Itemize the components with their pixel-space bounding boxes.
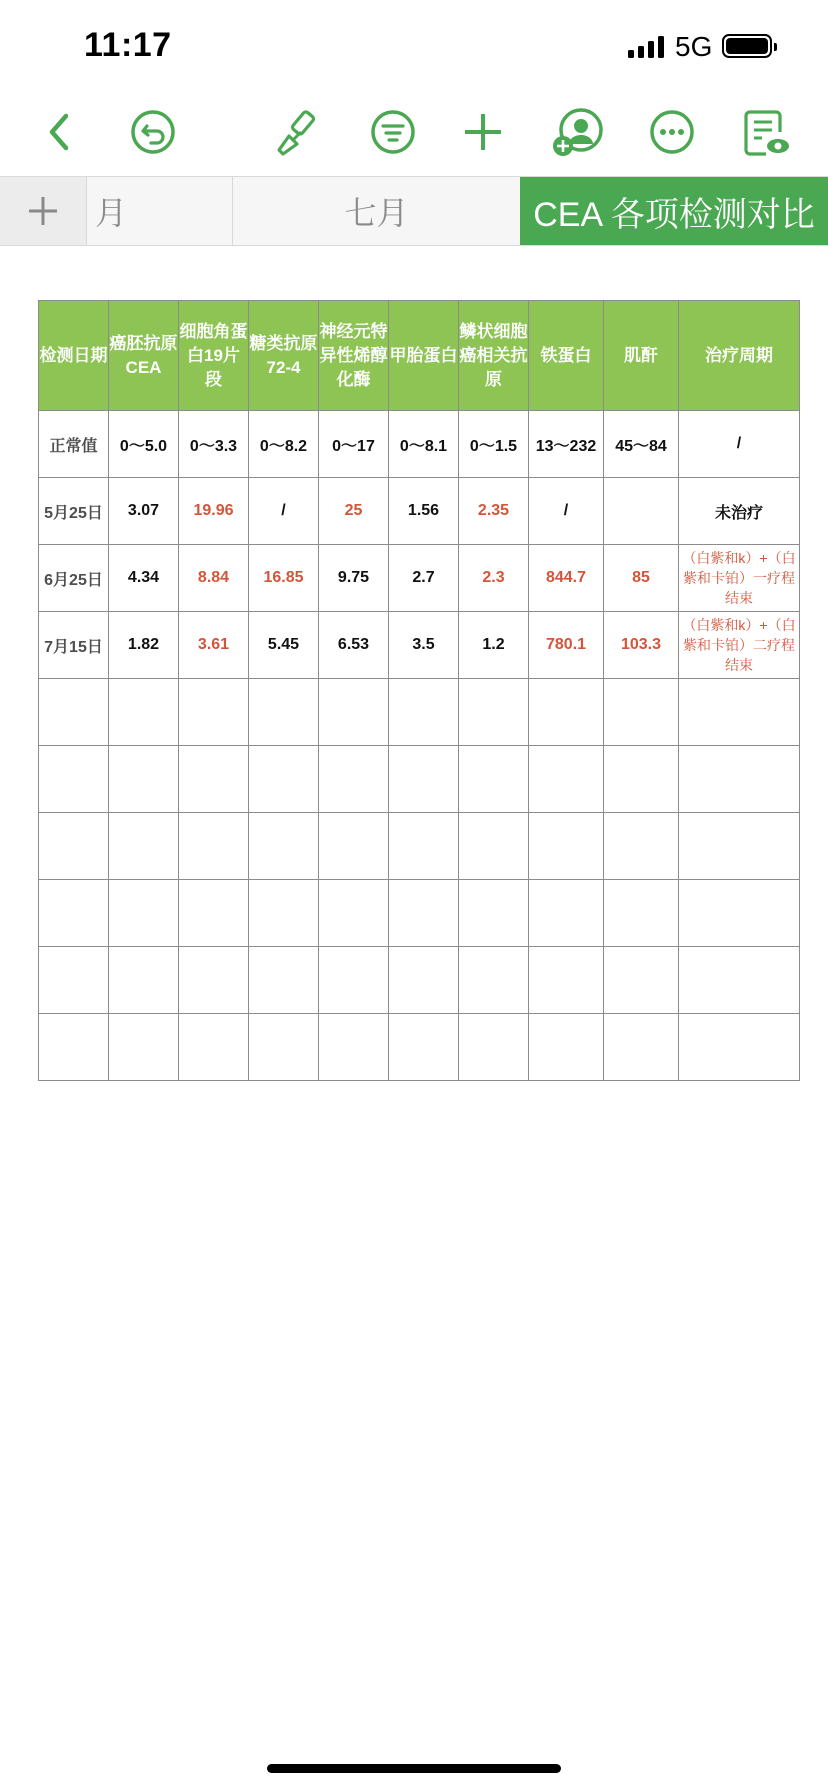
signal-icon — [628, 36, 666, 58]
table-cell[interactable]: 0～3.3 — [179, 411, 249, 478]
table-cell[interactable]: 13～232 — [529, 411, 604, 478]
table-cell[interactable]: 9.75 — [319, 545, 389, 612]
empty-cell[interactable] — [679, 746, 800, 813]
empty-cell[interactable] — [679, 679, 800, 746]
empty-cell[interactable] — [319, 1014, 389, 1081]
battery-icon — [722, 34, 772, 58]
toolbar — [0, 100, 828, 170]
empty-cell[interactable] — [249, 679, 319, 746]
empty-cell[interactable] — [529, 813, 604, 880]
table-cell[interactable]: 8.84 — [179, 545, 249, 612]
spreadsheet-table — [38, 300, 800, 1081]
empty-cell[interactable] — [529, 880, 604, 947]
table-row — [39, 478, 800, 545]
empty-cell[interactable] — [679, 880, 800, 947]
empty-cell[interactable] — [39, 679, 109, 746]
home-indicator[interactable] — [267, 1764, 561, 1773]
table-cell[interactable]: 正常值 — [39, 411, 109, 478]
empty-cell[interactable] — [389, 813, 459, 880]
table-cell[interactable]: / — [679, 411, 800, 478]
empty-cell[interactable] — [249, 1014, 319, 1081]
table-cell[interactable]: 45～84 — [604, 411, 679, 478]
empty-cell[interactable] — [39, 746, 109, 813]
table-row-empty — [39, 746, 800, 813]
empty-cell[interactable] — [459, 947, 529, 1014]
paintbrush-icon[interactable] — [265, 100, 329, 164]
table-cell[interactable]: 103.3 — [604, 612, 679, 679]
table-row-empty — [39, 813, 800, 880]
table-cell[interactable]: 6.53 — [319, 612, 389, 679]
empty-cell[interactable] — [319, 947, 389, 1014]
table-cell[interactable] — [604, 478, 679, 545]
empty-cell[interactable] — [529, 1014, 604, 1081]
empty-cell[interactable] — [604, 880, 679, 947]
empty-cell[interactable] — [179, 679, 249, 746]
header-cell[interactable]: 铁蛋白 — [529, 301, 604, 411]
header-cell[interactable]: 甲胎蛋白 — [389, 301, 459, 411]
tab-label: 月 — [95, 195, 128, 231]
header-cell[interactable]: 鳞状细胞癌相关抗原 — [459, 301, 529, 411]
table-cell[interactable]: 0～1.5 — [459, 411, 529, 478]
empty-cell[interactable] — [109, 813, 179, 880]
empty-cell[interactable] — [39, 813, 109, 880]
empty-cell[interactable] — [179, 813, 249, 880]
table-cell[interactable]: 3.07 — [109, 478, 179, 545]
empty-cell[interactable] — [529, 746, 604, 813]
table-cell[interactable]: 0～5.0 — [109, 411, 179, 478]
empty-cell[interactable] — [39, 880, 109, 947]
empty-cell[interactable] — [109, 746, 179, 813]
table-cell[interactable]: 0～17 — [319, 411, 389, 478]
table-row-normal — [39, 411, 800, 478]
tab-june[interactable] — [0, 177, 233, 245]
table-cell[interactable]: 5.45 — [249, 612, 319, 679]
table-cell[interactable]: 1.82 — [109, 612, 179, 679]
header-cell[interactable]: 治疗周期 — [679, 301, 800, 411]
filter-icon[interactable] — [361, 100, 425, 164]
sheet-tabs — [0, 176, 828, 246]
table-cell[interactable]: 1.56 — [389, 478, 459, 545]
empty-cell[interactable] — [319, 679, 389, 746]
add-sheet-icon[interactable] — [0, 177, 87, 245]
status-time: 11:17 — [84, 26, 172, 64]
empty-cell[interactable] — [249, 880, 319, 947]
table-row-empty — [39, 679, 800, 746]
header-cell[interactable]: 细胞角蛋白19片段 — [179, 301, 249, 411]
empty-cell[interactable] — [459, 813, 529, 880]
table-cell[interactable]: 7月15日 — [39, 612, 109, 679]
table-cell[interactable]: 4.34 — [109, 545, 179, 612]
network-label: 5G — [675, 31, 713, 62]
back-icon[interactable] — [28, 100, 92, 164]
table-cell[interactable]: 3.61 — [179, 612, 249, 679]
table-row-empty — [39, 1014, 800, 1081]
status-bar — [0, 0, 828, 90]
empty-cell[interactable] — [179, 947, 249, 1014]
table-cell[interactable]: 844.7 — [529, 545, 604, 612]
empty-cell[interactable] — [249, 746, 319, 813]
table-cell[interactable]: 2.3 — [459, 545, 529, 612]
table-cell[interactable]: / — [249, 478, 319, 545]
collaborate-icon[interactable] — [545, 100, 609, 164]
table-cell[interactable]: 2.35 — [459, 478, 529, 545]
empty-cell[interactable] — [39, 947, 109, 1014]
table-cell[interactable]: 6月25日 — [39, 545, 109, 612]
table-cell[interactable]: 25 — [319, 478, 389, 545]
table-cell[interactable]: （白紫和k）+（白紫和卡铂）一疗程结束 — [679, 545, 800, 612]
empty-cell[interactable] — [319, 813, 389, 880]
empty-cell[interactable] — [604, 1014, 679, 1081]
empty-cell[interactable] — [389, 1014, 459, 1081]
empty-cell[interactable] — [39, 1014, 109, 1081]
empty-cell[interactable] — [179, 880, 249, 947]
empty-cell[interactable] — [459, 1014, 529, 1081]
empty-cell[interactable] — [319, 746, 389, 813]
empty-cell[interactable] — [109, 947, 179, 1014]
empty-cell[interactable] — [109, 679, 179, 746]
table-cell[interactable]: 3.5 — [389, 612, 459, 679]
header-cell[interactable]: 癌胚抗原CEA — [109, 301, 179, 411]
empty-cell[interactable] — [109, 1014, 179, 1081]
table-cell[interactable]: 5月25日 — [39, 478, 109, 545]
tab-july[interactable]: 七月 — [344, 195, 409, 231]
empty-cell[interactable] — [459, 679, 529, 746]
undo-icon[interactable] — [121, 100, 185, 164]
empty-cell[interactable] — [179, 746, 249, 813]
table-row-empty — [39, 880, 800, 947]
preview-icon[interactable] — [734, 100, 798, 164]
tab-cea-comparison[interactable]: CEA 各项检测对比 — [520, 177, 828, 245]
empty-cell[interactable] — [529, 947, 604, 1014]
header-cell[interactable]: 肌酐 — [604, 301, 679, 411]
empty-cell[interactable] — [389, 947, 459, 1014]
table-row — [39, 612, 800, 679]
more-icon[interactable] — [640, 100, 704, 164]
table-cell[interactable]: （白紫和k）+（白紫和卡铂）二疗程结束 — [679, 612, 800, 679]
table-cell[interactable]: 16.85 — [249, 545, 319, 612]
empty-cell[interactable] — [679, 813, 800, 880]
empty-cell[interactable] — [604, 813, 679, 880]
empty-cell[interactable] — [529, 679, 604, 746]
empty-cell[interactable] — [319, 880, 389, 947]
empty-cell[interactable] — [459, 880, 529, 947]
table-cell[interactable]: 0～8.1 — [389, 411, 459, 478]
empty-cell[interactable] — [389, 880, 459, 947]
plus-icon[interactable] — [451, 100, 515, 164]
empty-cell[interactable] — [389, 679, 459, 746]
empty-cell[interactable] — [389, 746, 459, 813]
table-cell[interactable]: 2.7 — [389, 545, 459, 612]
empty-cell[interactable] — [679, 947, 800, 1014]
empty-cell[interactable] — [459, 746, 529, 813]
empty-cell[interactable] — [249, 947, 319, 1014]
table-cell[interactable]: 1.2 — [459, 612, 529, 679]
empty-cell[interactable] — [604, 746, 679, 813]
empty-cell[interactable] — [679, 1014, 800, 1081]
empty-cell[interactable] — [604, 947, 679, 1014]
table-cell[interactable]: / — [529, 478, 604, 545]
empty-cell[interactable] — [249, 813, 319, 880]
header-cell[interactable]: 检测日期 — [39, 301, 109, 411]
table-row-empty — [39, 947, 800, 1014]
table-cell[interactable]: 未治疗 — [679, 478, 800, 545]
table-cell[interactable]: 85 — [604, 545, 679, 612]
table-cell[interactable]: 19.96 — [179, 478, 249, 545]
header-cell[interactable]: 神经元特异性烯醇化酶 — [319, 301, 389, 411]
table-row — [39, 545, 800, 612]
empty-cell[interactable] — [179, 1014, 249, 1081]
empty-cell[interactable] — [109, 880, 179, 947]
empty-cell[interactable] — [604, 679, 679, 746]
table-cell[interactable]: 780.1 — [529, 612, 604, 679]
table-cell[interactable]: 0～8.2 — [249, 411, 319, 478]
header-cell[interactable]: 糖类抗原72-4 — [249, 301, 319, 411]
